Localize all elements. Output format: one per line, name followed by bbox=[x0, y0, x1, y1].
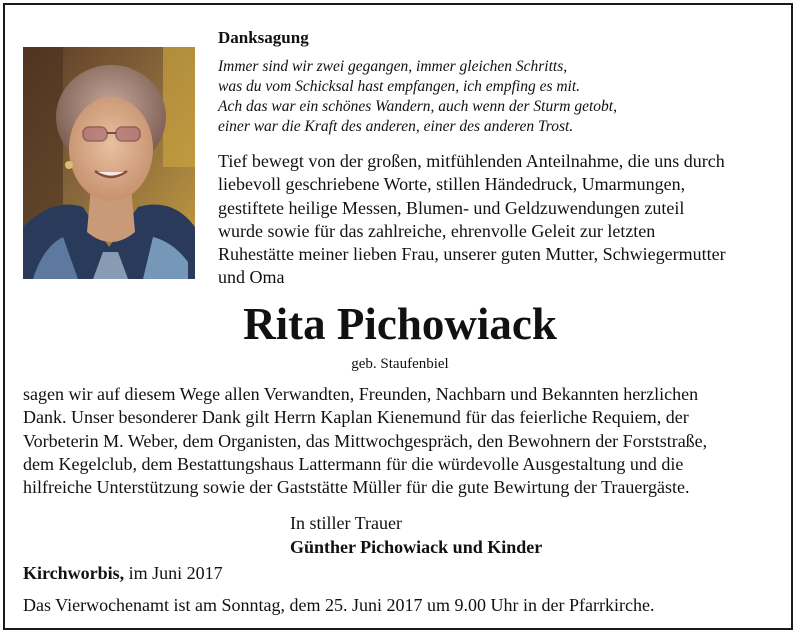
thanks-line: Dank. Unser besonderer Dank gilt Herrn Kaplan Kienemund für das feierliche Requiem, der bbox=[23, 407, 689, 428]
maiden-name: geb. Staufenbiel bbox=[351, 356, 449, 372]
intro-line: gestiftete heilige Messen, Blumen- und Geldzuwendungen zuteil bbox=[218, 197, 685, 218]
poem-line: Ach das war ein schönes Wandern, auch wenn der Sturm getobt, bbox=[218, 98, 617, 115]
intro-line: und Oma bbox=[218, 267, 285, 288]
thanks-line: dem Kegelclub, dem Bestattungshaus Lattermann für die würdevolle Ausgestaltung und die bbox=[23, 453, 684, 474]
notice-heading: Danksagung bbox=[218, 28, 309, 47]
intro-paragraph bbox=[218, 150, 726, 290]
portrait-photo bbox=[23, 47, 195, 279]
service-note: Das Vierwochenamt ist am Sonntag, dem 25. Juni 2017 um 9.00 Uhr in der Pfarrkirche. bbox=[23, 595, 655, 615]
intro-line: Ruhestätte meiner lieben Frau, unserer guten Mutter, Schwiegermutter bbox=[218, 244, 726, 265]
poem-line: einer war die Kraft des anderen, einer des anderen Trost. bbox=[218, 118, 574, 135]
deceased-name: Rita Pichowiack bbox=[243, 299, 557, 349]
thanks-line: hilfreiche Unterstützung sowie der Gaststätte Müller für die gute Bewirtung der Trauergäste. bbox=[23, 477, 690, 498]
signatories: Günther Pichowiack und Kinder bbox=[290, 536, 543, 557]
thanks-paragraph bbox=[23, 383, 707, 499]
date: im Juni 2017 bbox=[124, 563, 223, 583]
poem-line: was du vom Schicksal hast empfangen, ich empfing es mit. bbox=[218, 78, 581, 95]
thanks-line: sagen wir auf diesem Wege allen Verwandten, Freunden, Nachbarn und Bekannten herzlichen bbox=[23, 384, 699, 404]
thanks-line: Vorbeterin M. Weber, dem Organisten, das Mittwochgespräch, den Bewohnern der Forststraße, bbox=[23, 430, 708, 451]
poem-line: Immer sind wir zwei gegangen, immer gleichen Schritts, bbox=[218, 58, 568, 75]
place-date bbox=[23, 562, 223, 584]
place: Kirchworbis, bbox=[23, 563, 125, 583]
signature-block bbox=[290, 512, 542, 559]
poem-verse bbox=[218, 57, 617, 137]
intro-line: liebevoll geschriebene Worte, stillen Händedruck, Umarmungen, bbox=[218, 174, 686, 195]
intro-line: Tief bewegt von der großen, mitfühlenden Anteilnahme, die uns durch bbox=[218, 151, 725, 171]
mourning-line: In stiller Trauer bbox=[290, 513, 402, 533]
intro-line: wurde sowie für das zahlreiche, ehrenvolle Geleit zur letzten bbox=[218, 220, 656, 241]
